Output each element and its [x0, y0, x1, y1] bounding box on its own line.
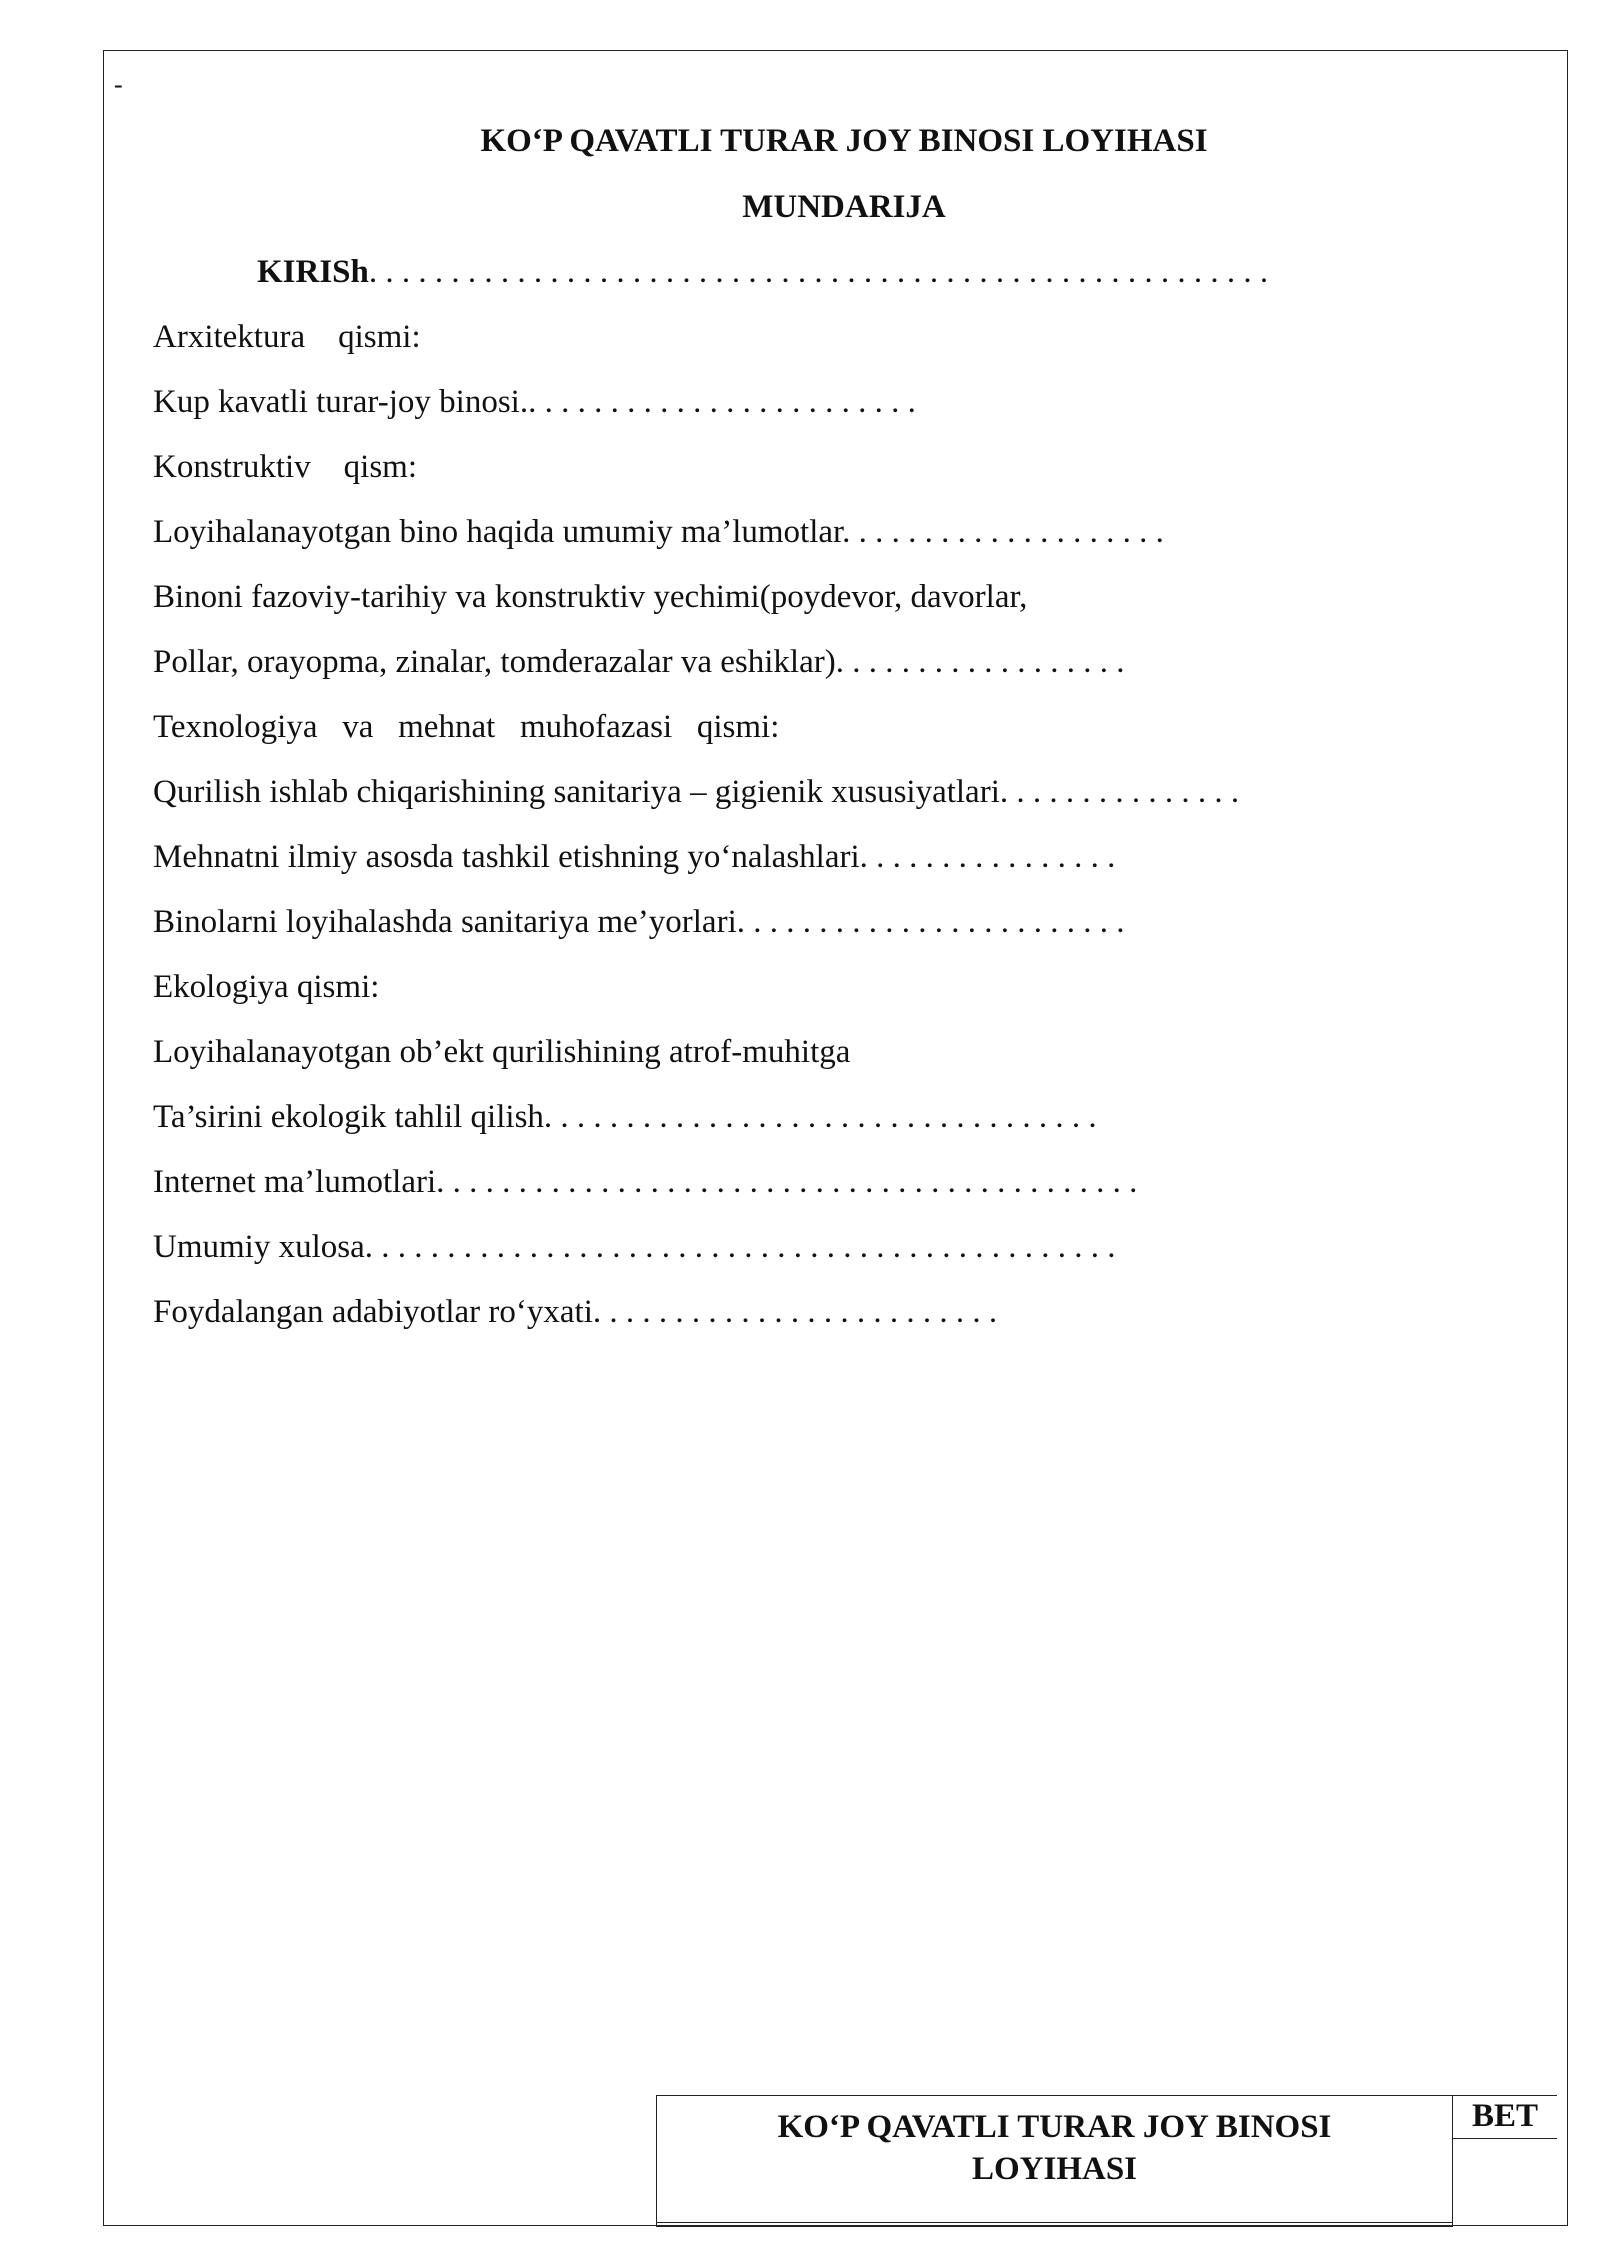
toc-entry[interactable]: Umumiy xulosa. . . . . . . . . . . . . . . . . . . . . . . . . . . . . . . . . . . . . . . . . . . . . . — [153, 1229, 1116, 1265]
page-frame — [103, 50, 1568, 2226]
toc-section-technology: Texnologiya va mehnat muhofazasi qismi: — [153, 709, 780, 745]
toc-entry-kirish[interactable] — [257, 252, 1268, 292]
toc-entry[interactable]: Kup kavatli turar-joy binosi.. . . . . . . . . . . . . . . . . . . . . . . . — [153, 384, 916, 420]
page-number-label: BET — [1453, 2095, 1557, 2139]
document-title: KO‘P QAVATLI TURAR JOY BINOSI LOYIHASI — [480, 123, 1208, 159]
toc-entry[interactable]: Pollar, orayopma, zinalar, tomderazalar va eshiklar). . . . . . . . . . . . . . . . . . — [153, 644, 1125, 680]
toc-section-structural: Konstruktiv qism: — [153, 449, 418, 485]
contents-heading: MUNDARIJA — [742, 189, 946, 225]
toc-entry[interactable]: Binoni fazoviy-tarihiy va konstruktiv yechimi(poydevor, davorlar, — [153, 579, 1028, 615]
toc-entry-kirish-leader: . . . . . . . . . . . . . . . . . . . . . . . . . . . . . . . . . . . . . . . . . . . . . . . . . . . . . . . — [368, 254, 1269, 290]
toc-section-architecture: Arxitektura qismi: — [153, 319, 421, 355]
toc-entry[interactable]: Qurilish ishlab chiqarishining sanitariya – gigienik xususiyatlari. . . . . . . . . . . . . . . — [153, 774, 1240, 810]
toc-entry-kirish-label: KIRISh — [257, 254, 369, 290]
toc-entry[interactable]: Loyihalanayotgan bino haqida umumiy ma’lumotlar. . . . . . . . . . . . . . . . . . . . — [153, 514, 1164, 550]
corner-mark: - — [114, 70, 123, 99]
toc-entry[interactable]: Ta’sirini ekologik tahlil qilish. . . . . . . . . . . . . . . . . . . . . . . . . . . . . . . . . . — [153, 1099, 1097, 1135]
toc-entry[interactable]: Foydalangan adabiyotlar ro‘yxati. . . . . . . . . . . . . . . . . . . . . . . . . — [153, 1294, 998, 1330]
title-block-line-1: KO‘P QAVATLI TURAR JOY BINOSI — [777, 2109, 1332, 2145]
toc-entry[interactable]: Internet ma’lumotlari. . . . . . . . . . . . . . . . . . . . . . . . . . . . . . . . . . . . . . . . . . . — [153, 1164, 1138, 1200]
toc-section-ecology: Ekologiya qismi: — [153, 969, 380, 1005]
toc-entry[interactable]: Mehnatni ilmiy asosda tashkil etishning yo‘nalashlari. . . . . . . . . . . . . . . . — [153, 839, 1116, 875]
title-block-line-2: LOYIHASI — [971, 2151, 1138, 2187]
toc-entry[interactable]: Binolarni loyihalashda sanitariya me’yorlari. . . . . . . . . . . . . . . . . . . . . . . . — [153, 904, 1125, 940]
title-block — [656, 2095, 1453, 2227]
toc-entry[interactable]: Loyihalanayotgan ob’ekt qurilishining atrof-muhitga — [153, 1034, 851, 1070]
title-block-text — [657, 2106, 1452, 2190]
